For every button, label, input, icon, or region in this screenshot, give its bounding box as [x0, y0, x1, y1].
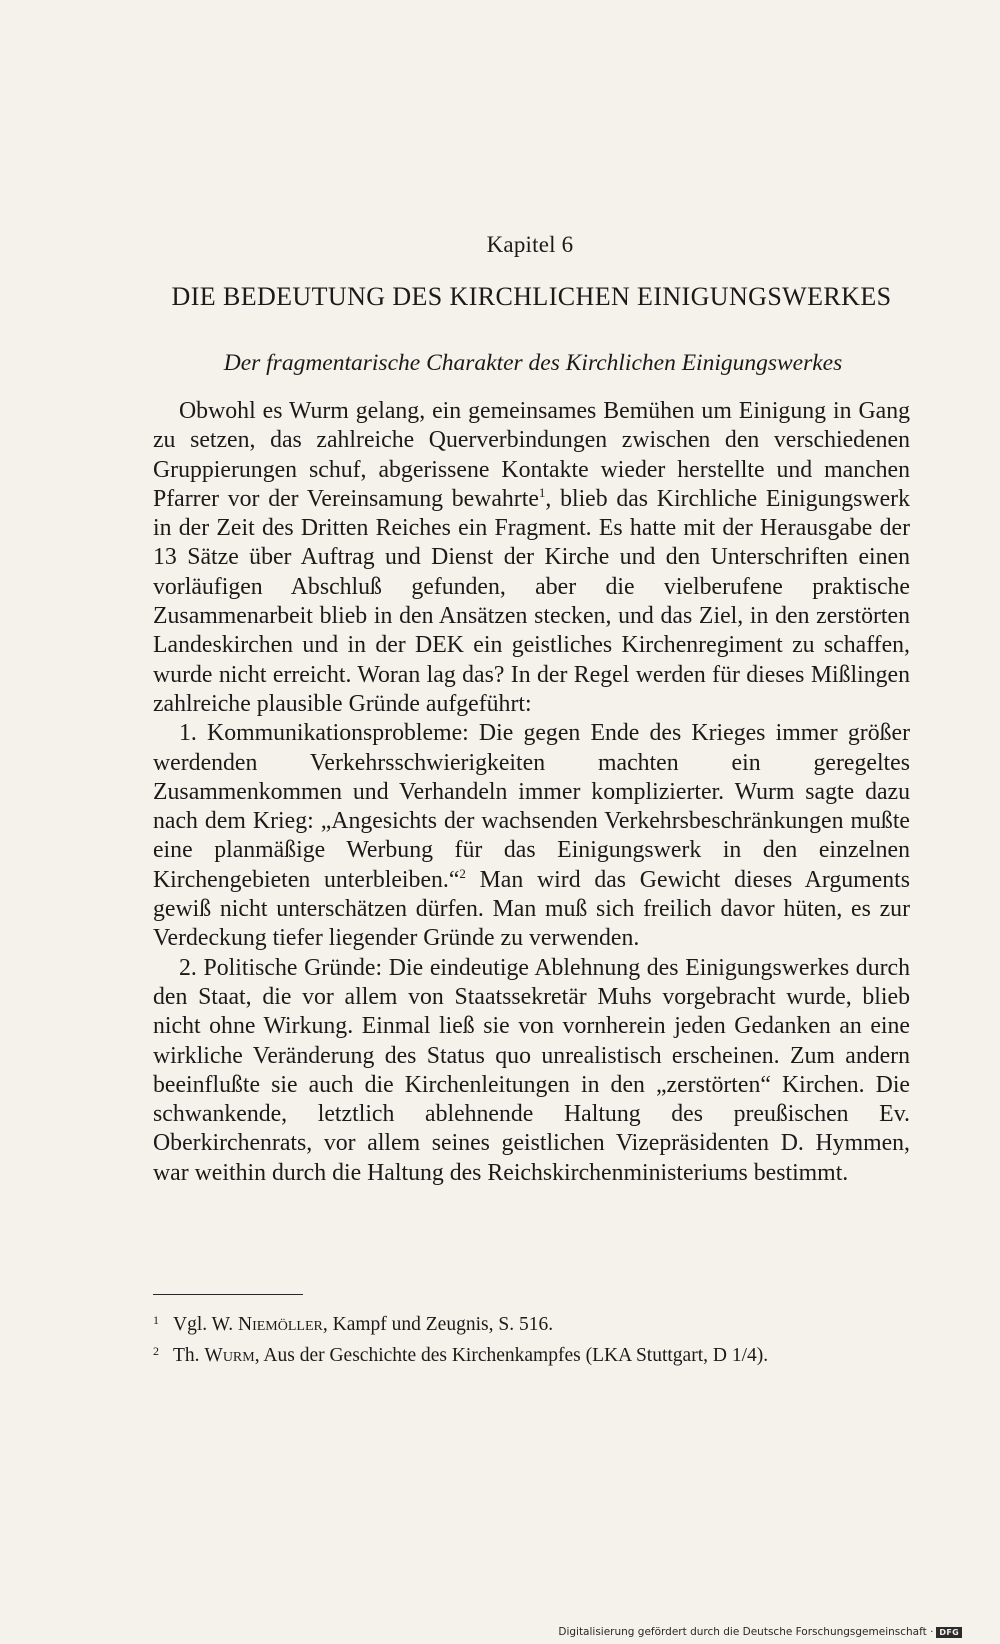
- footnote-author: Niemöller: [238, 1314, 323, 1335]
- paragraph-1: [153, 397, 910, 719]
- attribution-text: Digitalisierung gefördert durch die Deutsche Forschungsgemeinschaft ·: [558, 1626, 934, 1638]
- footnote-ref-1: 1: [538, 484, 546, 500]
- footnote-author: Wurm: [204, 1345, 255, 1366]
- body-text: [153, 397, 910, 1188]
- paragraph-2-text-a: 1. Kommunikationsprobleme: Die gegen Ende des Krieges immer größer werdenden Verkehrsschwierigkeiten machten ein geregeltes Zusammenkommen und Verhandeln immer komplizierter. Wurm sagte dazu nach dem Krieg: „Angesichts der wachsenden Verkehrsbeschränkungen mußte eine planmäßige Werbung für das Einigungswerk in den einzelnen Kirchengebieten unterbleiben.“: [153, 720, 910, 893]
- footnote-text-pre: Th.: [173, 1345, 205, 1366]
- footnote-mark: 1: [153, 1313, 159, 1327]
- dfg-logo: DFG: [936, 1627, 962, 1638]
- chapter-label: Kapitel 6: [486, 232, 574, 257]
- footnotes: [153, 1307, 913, 1369]
- footnote-2: [153, 1338, 913, 1369]
- footnote-divider: [153, 1294, 303, 1295]
- paragraph-2: [153, 719, 910, 953]
- chapter-title: DIE BEDEUTUNG DES KIRCHLICHEN EINIGUNGSWERKES: [171, 282, 892, 311]
- digitization-attribution: [558, 1626, 962, 1638]
- paragraph-3: 2. Politische Gründe: Die eindeutige Ablehnung des Einigungswerkes durch den Staat, die vor allem von Staatssekretär Muhs vorgebracht wurde, blieb nicht ohne Wirkung. Einmal ließ sie von vornherein jeden Gedanken an eine wirkliche Veränderung des Status quo unrealistisch erscheinen. Zum andern beeinflußte sie auch die Kirchenleitungen in den „zerstörten“ Kirchen. Die schwankende, letztlich ablehnende Haltung des preußischen Ev. Oberkirchenrats, vor allem seines geistlichen Vizepräsidenten D. Hymmen, war weithin durch die Haltung des Reichskirchenministeriums bestimmt.: [153, 954, 910, 1186]
- paragraph-1-text-b: , blieb das Kirchliche Einigungswerk in der Zeit des Dritten Reiches ein Fragment. Es hatte mit der Herausgabe der 13 Sätze über Auftrag und Dienst der Kirche und den Unterschriften einen vorläufigen Abschluß gefunden, aber die vielberufene praktische Zusammenarbeit blieb in den Ansätzen stecken, und das Ziel, in den zerstörten Landeskirchen und in der DEK ein geistliches Kirchenregiment zu schaffen, wurde nicht erreicht. Woran lag das? In der Regel werden für dieses Mißlingen zahlreiche plausible Gründe aufgeführt:: [153, 485, 910, 717]
- footnote-text-post: , Aus der Geschichte des Kirchenkampfes (LKA Stuttgart, D 1/4).: [254, 1345, 769, 1366]
- footnote-text-post: , Kampf und Zeugnis, S. 516.: [322, 1314, 554, 1335]
- footnote-mark: 2: [153, 1344, 159, 1358]
- paragraph-1-text-a: Obwohl es Wurm gelang, ein gemeinsames Bemühen um Einigung in Gang zu setzen, das zahlreiche Querverbindungen zwischen den verschiedenen Gruppierungen schuf, abgerissene Kontakte wieder herstellte und manchen Pfarrer vor der Vereinsamung bewahrte: [153, 398, 910, 512]
- footnote-ref-2: 2: [459, 865, 466, 881]
- footnote-1: [153, 1307, 913, 1338]
- footnote-text-pre: Vgl. W.: [173, 1314, 239, 1335]
- section-heading: Der fragmentarische Charakter des Kirchlichen Einigungswerkes: [223, 350, 843, 376]
- paragraph-2-text-b: Man wird das Gewicht dieses Arguments gewiß nicht unterschätzen dürfen. Man muß sich freilich davor hüten, es zur Verdeckung tiefer liegender Gründe zu verwenden.: [153, 866, 910, 952]
